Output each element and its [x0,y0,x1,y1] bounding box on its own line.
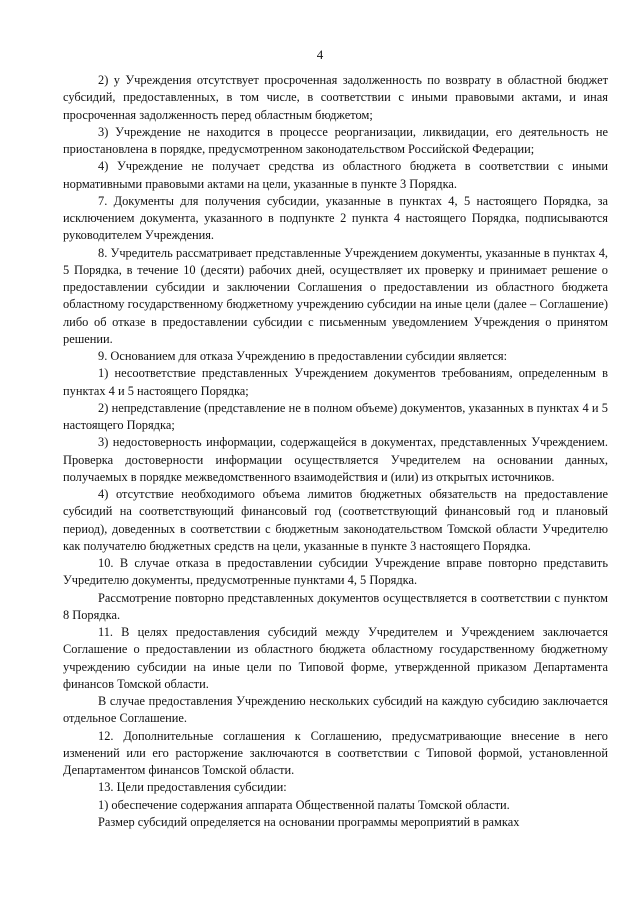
paragraph-10-continuation: Рассмотрение повторно представленных документов осуществляется в соответствии с пунктом 8 Порядка. [63,590,608,622]
paragraph-subsidy-size: Размер субсидий определяется на основании программы мероприятий в рамках [98,814,520,829]
page-number: 4 [316,47,324,62]
paragraph-item-8: 8. Учредитель рассматривает представленные Учреждением документы, указанные в пунктах 4, 5 Порядка, в течение 10 (десяти) рабочих дней, осуществляет их проверку и принимает решение о предоставлении субсидии и заключении Соглашения о предоставлении из областного бюджета областному государственному бюджетному учреждению субсидии на иные цели (далее – Соглашение) либо об отказе в предоставлении субсидии с письменным уведомлением Учреждения о принятом решении. [63,245,608,346]
paragraph-3-no-reorganization: 3) Учреждение не находится в процессе реорганизации, ликвидации, его деятельность не приостановлена в порядке, предусмотренном законодательством Российской Федерации; [63,124,608,156]
document-body [63,72,608,831]
paragraph-item-9: 9. Основанием для отказа Учреждению в предоставлении субсидии является: [98,349,508,363]
paragraph-item-11: 11. В целях предоставления субсидий между Учредителем и Учреждением заключается Соглашение о предоставлении из областного бюджета областному государственному бюджетному учреждению субсидии на иные цели по Типовой форме, утвержденной приказом Департамента финансов Томской области. [63,625,608,691]
paragraph-2-no-debt: 2) у Учреждения отсутствует просроченная задолженность по возврату в областной бюджет субсидий, предоставленных, в том числе, в соответствии с иными правовыми актами, и иная просроченная задолженность перед областным бюджетом; [63,73,608,122]
paragraph-9-sub-1: 1) несоответствие представленных Учреждением документов требованиям, определенным в пунктах 4 и 5 настоящего Порядка; [63,366,608,398]
paragraph-item-13: 13. Цели предоставления субсидии: [98,780,287,795]
paragraph-item-7: 7. Документы для получения субсидии, указанные в пунктах 4, 5 настоящего Порядка, за исключением документа, указанного в подпункте 2 пункта 4 настоящего Порядка, подписываются руководителем Учреждения. [63,193,608,243]
paragraph-9-sub-4: 4) отсутствие необходимого объема лимитов бюджетных обязательств на предоставление субсидий на соответствующий финансовый год (соответствующий финансовый год и плановый период), доведенных в соответствии с бюджетным законодательством Томской области Учредителю как получателю бюджетных средств на цели, указанные в пункте 3 настоящего Порядка. [63,487,608,553]
paragraph-item-12: 12. Дополнительные соглашения к Соглашению, предусматривающие внесение в него изменений или его расторжение заключаются в соответствии с Типовой формой, установленной Департаментом финансов Томской области. [63,728,608,777]
paragraph-item-10: 10. В случае отказа в предоставлении субсидии Учреждение вправе повторно представить Учредителю документы, предусмотренные пунктами 4, 5 Порядка. [63,556,608,588]
paragraph-9-sub-3: 3) недостоверность информации, содержащейся в документах, представленных Учреждением. Проверка достоверности информации осуществляется Учредителем на основании данных, получаемых в порядке межведомственного взаимодействия и (или) из открытых источников. [63,435,608,484]
paragraph-9-sub-2: 2) непредставление (представление не в полном объеме) документов, указанных в пунктах 4 и 5 настоящего Порядка; [63,400,608,432]
paragraph-4-no-other-funds: 4) Учреждение не получает средства из областного бюджета в соответствии с иными нормативными правовыми актами на цели, указанные в пункте 3 Порядка. [63,159,608,191]
paragraph-13-sub-1: 1) обеспечение содержания аппарата Общественной палаты Томской области. [98,797,510,812]
paragraph-11-continuation: В случае предоставления Учреждению нескольких субсидий на каждую субсидию заключается отдельное Соглашение. [63,694,608,726]
